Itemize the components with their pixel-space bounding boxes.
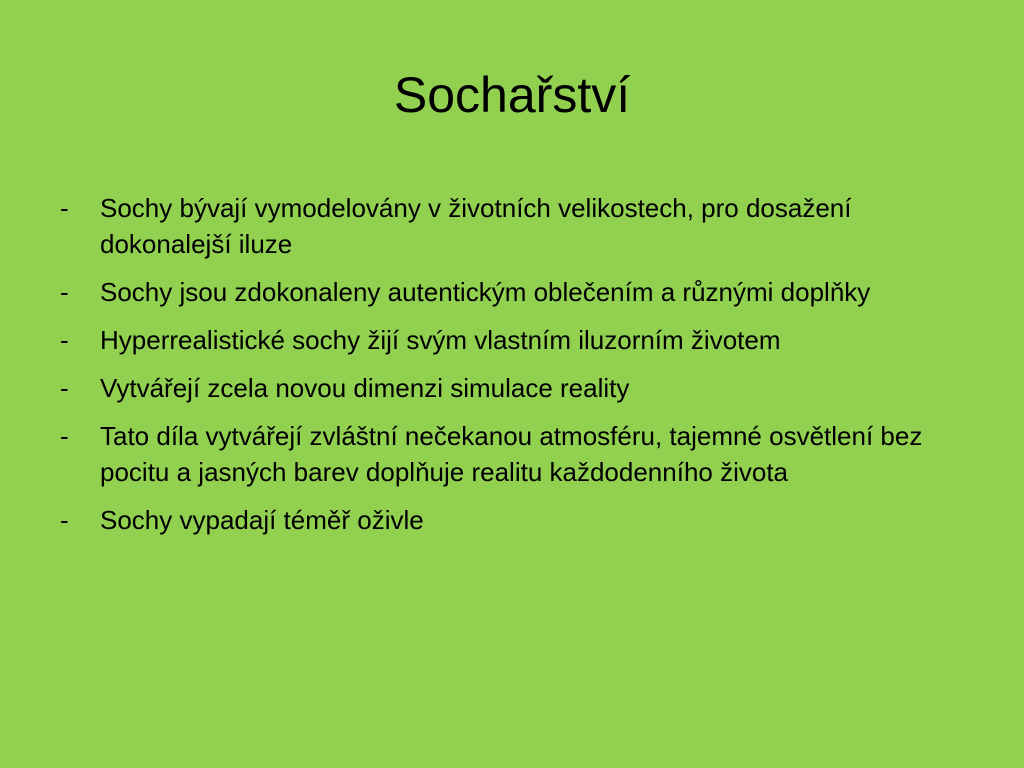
bullet-marker: -: [60, 505, 69, 535]
bullet-item: [60, 502, 960, 538]
bullet-text: Hyperrealistické sochy žijí svým vlastním iluzorním životem: [100, 325, 781, 355]
bullet-marker: -: [60, 325, 69, 355]
bullet-marker: -: [60, 421, 69, 451]
bullet-item: [60, 274, 960, 310]
bullet-text: Vytvářejí zcela novou dimenzi simulace reality: [100, 373, 630, 403]
slide-title: Sochařství: [393, 67, 631, 123]
bullet-item: [60, 418, 960, 490]
bullet-text: Sochy bývají vymodelovány v životních velikostech, pro dosažení dokonalejší iluze: [100, 193, 852, 259]
bullet-marker: -: [60, 373, 69, 403]
bullet-text: Tato díla vytvářejí zvláštní nečekanou atmosféru, tajemné osvětlení bez pocitu a jasných barev doplňuje realitu každodenního života: [100, 421, 923, 487]
bullet-marker: -: [60, 277, 69, 307]
bullet-item: [60, 370, 960, 406]
bullet-item: [60, 190, 960, 262]
bullet-marker: -: [60, 193, 69, 223]
bullet-text: Sochy jsou zdokonaleny autentickým oblečením a různými doplňky: [100, 277, 871, 307]
bullet-item: [60, 322, 960, 358]
bullet-list: [60, 190, 960, 550]
bullet-text: Sochy vypadají téměř oživle: [100, 505, 424, 535]
